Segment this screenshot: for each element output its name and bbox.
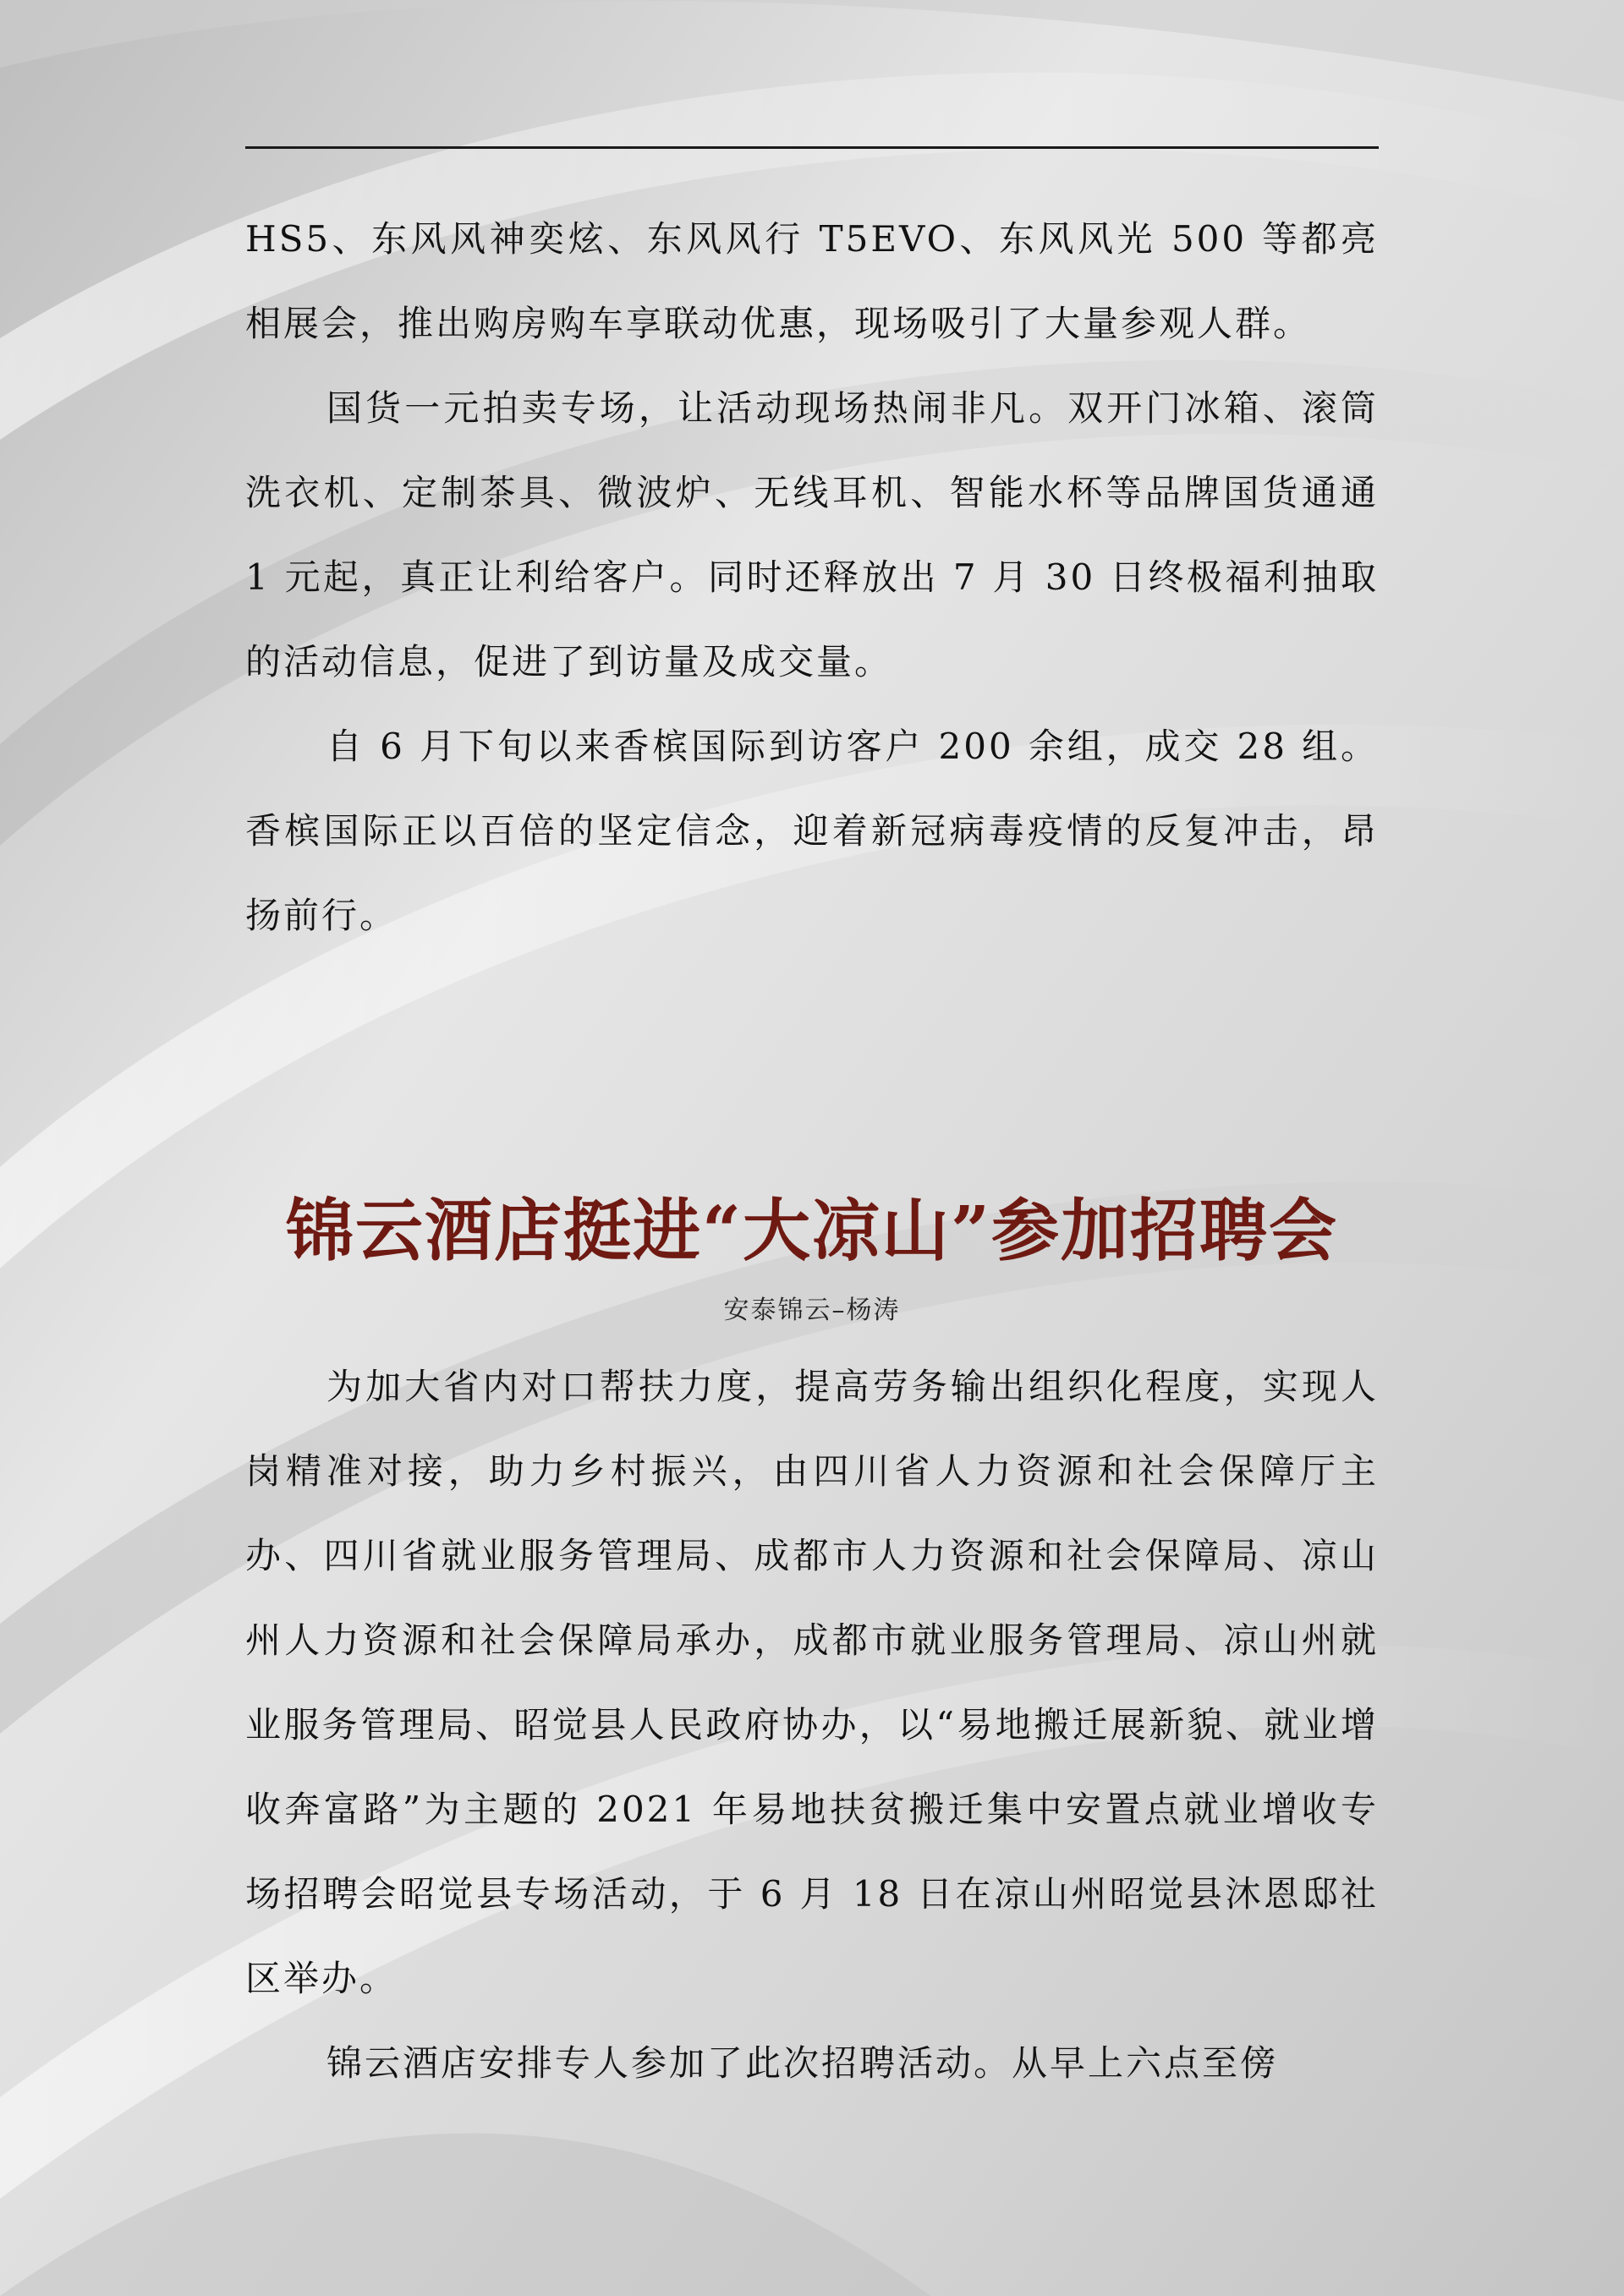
paragraph: HS5、东风风神奕炫、东风风行 T5EVO、东风风光 500 等都亮相展会，推出购房购车享联动优惠，现场吸引了大量参观人群。 xyxy=(245,218,1379,344)
header-rule xyxy=(245,146,1379,149)
paragraph: 锦云酒店安排专人参加了此次招聘活动。从早上六点至傍 xyxy=(326,2042,1279,2084)
article-byline: 安泰锦云–杨涛 xyxy=(723,1296,901,1325)
continued-article-body xyxy=(245,197,1379,958)
paragraph: 自 6 月下旬以来香槟国际到访客户 200 余组，成交 28 组。香槟国际正以百倍的坚定信念，迎着新冠病毒疫情的反复冲击，昂扬前行。 xyxy=(245,726,1379,936)
article-body xyxy=(245,1345,1379,2106)
paragraph: 国货一元拍卖专场，让活动现场热闹非凡。双开门冰箱、滚筒洗衣机、定制茶具、微波炉、无线耳机、智能水杯等品牌国货通通 1 元起，真正让利给客户。同时还释放出 7 月 30 日终极福利抽取的活动信息，促进了到访量及成交量。 xyxy=(245,387,1379,682)
paragraph: 为加大省内对口帮扶力度，提高劳务输出组织化程度，实现人岗精准对接，助力乡村振兴，由四川省人力资源和社会保障厅主办、四川省就业服务管理局、成都市人力资源和社会保障局、凉山州人力资源和社会保障局承办，成都市就业服务管理局、凉山州就业服务管理局、昭觉县人民政府协办，以“易地搬迁展新貌、就业增收奔富路”为主题的 2021 年易地扶贫搬迁集中安置点就业增收专场招聘会昭觉县专场活动，于 6 月 18 日在凉山州昭觉县沐恩邸社区举办。 xyxy=(245,1366,1379,1999)
article-title: 锦云酒店挺进“大凉山”参加招聘会 xyxy=(285,1191,1339,1270)
